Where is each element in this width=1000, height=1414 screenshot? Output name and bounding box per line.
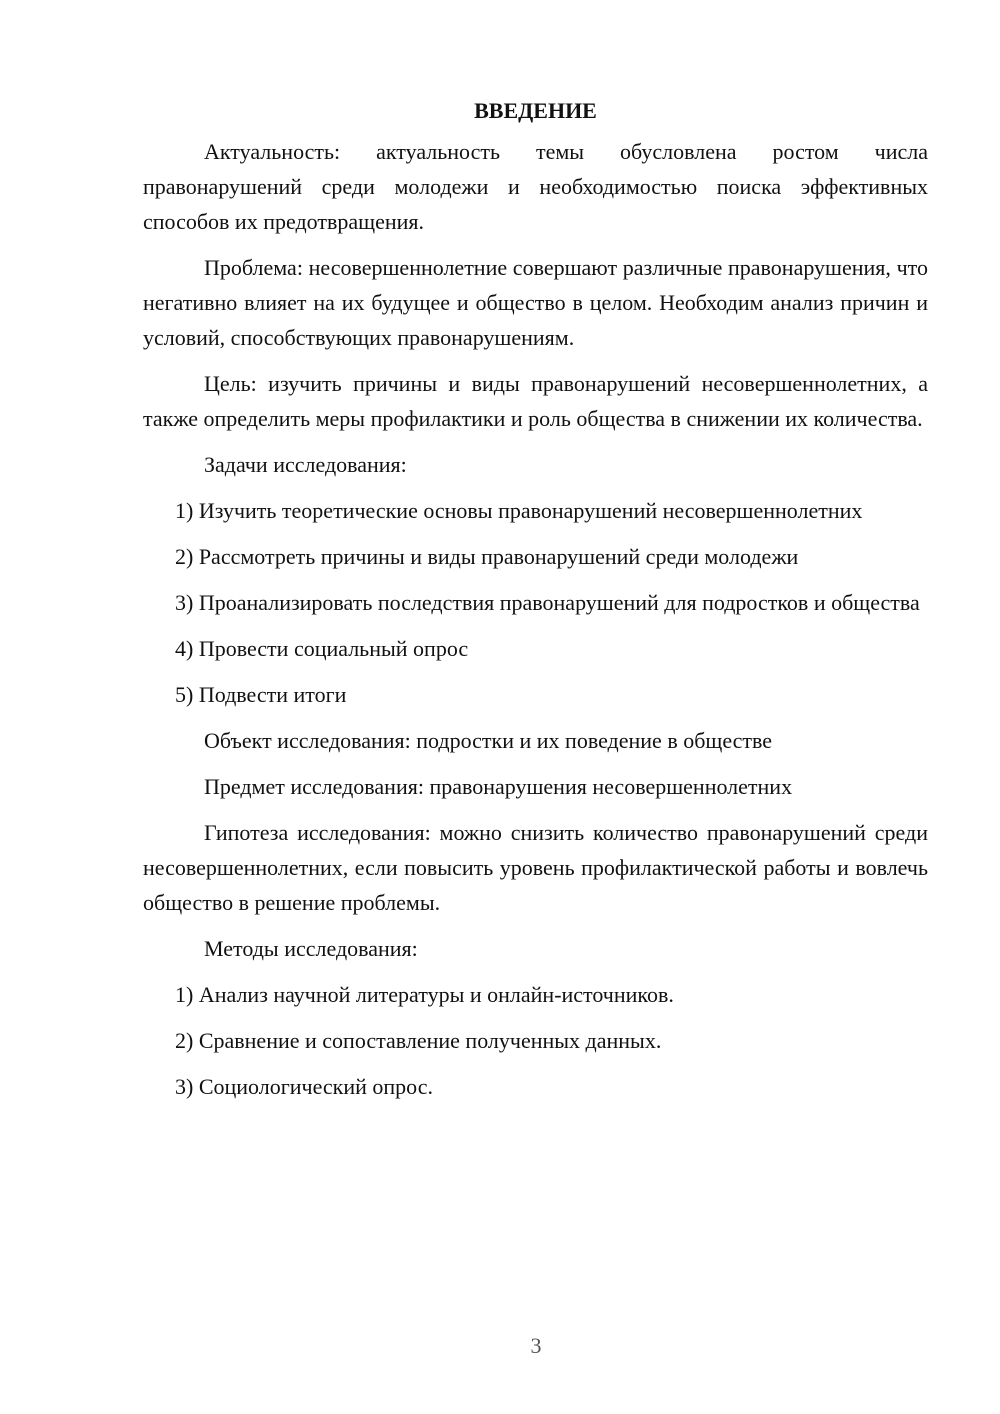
method-item-1: 1) Анализ научной литературы и онлайн-источников. (175, 982, 674, 1007)
relevance-paragraph: Актуальность: актуальность темы обусловлена ростом числа правонарушений среди молодежи и необходимостью поиска эффективных способов их предотвращения. (143, 139, 928, 234)
task-item-5: 5) Подвести итоги (175, 682, 347, 707)
methods-heading: Методы исследования: (204, 936, 418, 961)
goal-paragraph: Цель: изучить причины и виды правонарушений несовершеннолетних, а также определить меры профилактики и роль общества в снижении их количества. (143, 371, 928, 431)
method-item-2: 2) Сравнение и сопоставление полученных данных. (175, 1028, 662, 1053)
task-item-4: 4) Провести социальный опрос (175, 636, 469, 661)
page-number: 3 (530, 1333, 542, 1358)
section-heading: ВВЕДЕНИЕ (474, 98, 597, 123)
task-item-3: 3) Проанализировать последствия правонарушений для подростков и общества (175, 590, 920, 615)
method-item-3: 3) Социологический опрос. (175, 1074, 433, 1099)
page-content (143, 94, 928, 1115)
task-item-2: 2) Рассмотреть причины и виды правонарушений среди молодежи (175, 544, 799, 569)
hypothesis-paragraph: Гипотеза исследования: можно снизить количество правонарушений среди несовершеннолетних, если повысить уровень профилактической работы и вовлечь общество в решение проблемы. (143, 820, 928, 915)
tasks-heading: Задачи исследования: (204, 452, 407, 477)
object-paragraph: Объект исследования: подростки и их поведение в обществе (204, 728, 773, 753)
problem-paragraph: Проблема: несовершеннолетние совершают различные правонарушения, что негативно влияет на их будущее и общество в целом. Необходим анализ причин и условий, способствующих правонарушениям. (143, 255, 928, 350)
task-item-1: 1) Изучить теоретические основы правонарушений несовершеннолетних (175, 498, 863, 523)
subject-paragraph: Предмет исследования: правонарушения несовершеннолетних (204, 774, 793, 799)
